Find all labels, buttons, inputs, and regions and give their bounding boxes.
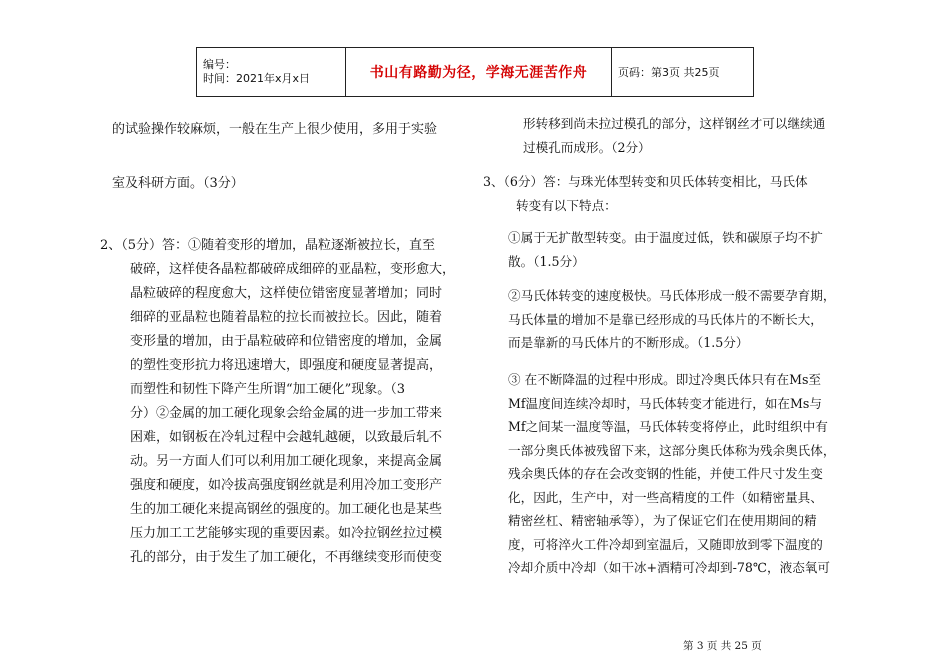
- header-motto: 书山有路勤为径，学海无涯苦作舟: [346, 48, 612, 97]
- text-line: 冷却介质中冷却（如干冰+酒精可冷却到-78℃，液态氧可: [508, 560, 830, 575]
- text-line: 形转移到尚未拉过模孔的部分，这样钢丝才可以继续通: [523, 116, 826, 131]
- header-date: 时间：2021年x月x日: [203, 72, 311, 85]
- text-line: 压力加工工艺能够实现的重要因素。如冷拉钢丝拉过模: [130, 526, 443, 541]
- header-info-cell: [197, 48, 346, 97]
- question-3-answer: [483, 170, 808, 217]
- text-line: 孔的部分，由于发生了加工硬化，不再继续变形而使变: [130, 550, 443, 565]
- text-line: 过模孔而成形。（2分）: [523, 139, 651, 155]
- text-line: ①属于无扩散型转变。由于温度过低，铁和碳原子均不扩: [508, 230, 823, 245]
- continuation-paragraph: [523, 112, 825, 159]
- text-line: 室及科研方面。（3分）: [112, 176, 244, 191]
- text-line: 2、（5分）答：①随着变形的增加，晶粒逐渐被拉长，直至: [100, 238, 436, 253]
- text-line: 动。另一方面人们可以利用加工硬化现象，来提高金属: [130, 454, 443, 469]
- text-line: 困难，如钢板在冷轧过程中会越轧越硬，以致最后轧不: [130, 430, 443, 445]
- text-line: 晶粒破碎的程度愈大，这样使位错密度显著增加；同时: [130, 286, 443, 301]
- text-line: 的试验操作较麻烦，一般在生产上很少使用，多用于实验: [112, 122, 438, 137]
- text-line: ②马氏体转变的速度极快。马氏体形成一般不需要孕育期，: [508, 288, 836, 303]
- text-line: 细碎的亚晶粒也随着晶粒的拉长而被拉长。因此，随着: [130, 310, 443, 325]
- text-line: 散。（1.5分）: [508, 253, 585, 269]
- header-page-number: 页码：第3页 共25页: [612, 48, 754, 97]
- page-footer: 第 3 页 共 25 页: [683, 640, 762, 652]
- intro-paragraph-end: [112, 172, 244, 196]
- text-line: 强度和硬度，如冷拔高强度钢丝就是利用冷加工变形产: [130, 478, 443, 493]
- text-line: 而是靠新的马氏体片的不断形成。（1.5分）: [508, 335, 749, 350]
- text-line: 3、（6分）答：与珠光体型转变和贝氏体转变相比，马氏体: [483, 174, 808, 189]
- text-line: 一部分奥氏体被残留下来，这部分奥氏体称为残余奥氏体，: [508, 442, 836, 458]
- text-line: ③ 在不断降温的过程中形成。即过冷奥氏体只有在Ms至: [508, 372, 822, 387]
- text-line: 精密丝杠、精密轴承等），为了保证它们在使用期间的精: [508, 513, 817, 528]
- text-line: 转变有以下特点：: [516, 197, 617, 213]
- text-line: 化，因此，生产中，对一些高精度的工件（如精密量具、: [508, 489, 823, 505]
- text-line: 马氏体量的增加不是靠已经形成的马氏体片的不断长大，: [508, 311, 823, 327]
- text-line: 残余奥氏体的存在会改变钢的性能，并使工件尺寸发生变: [508, 466, 823, 481]
- text-line: Mf之间某一温度等温，马氏体转变将停止，此时组织中有: [508, 419, 828, 434]
- text-line: 而塑性和韧性下降产生所谓“加工硬化”现象。（3: [130, 382, 406, 397]
- text-line: 的塑性变形抗力将迅速增大，即强度和硬度显著提高，: [130, 358, 443, 373]
- text-line: Mf温度间连续冷却时，马氏体转变才能进行，如在Ms与: [508, 395, 822, 411]
- text-line: 变形量的增加，由于晶粒破碎和位错密度的增加，金属: [130, 334, 443, 349]
- text-line: 生的加工硬化来提高钢丝的强度的。加工硬化也是某些: [130, 502, 443, 517]
- question-2-answer: [100, 234, 455, 570]
- point-2: [508, 284, 835, 355]
- header-number: 编号：: [203, 58, 236, 71]
- text-line: 分）②金属的加工硬化现象会给金属的进一步加工带来: [130, 406, 443, 421]
- intro-paragraph: [112, 118, 437, 142]
- text-line: 破碎，这样使各晶粒都破碎成细碎的亚晶粒，变形愈大，: [130, 262, 456, 277]
- header-table: [196, 47, 754, 97]
- point-1: [508, 226, 823, 273]
- point-3: [508, 368, 835, 580]
- text-line: 度，可将淬火工件冷却到室温后，又随即放到零下温度的: [508, 536, 823, 552]
